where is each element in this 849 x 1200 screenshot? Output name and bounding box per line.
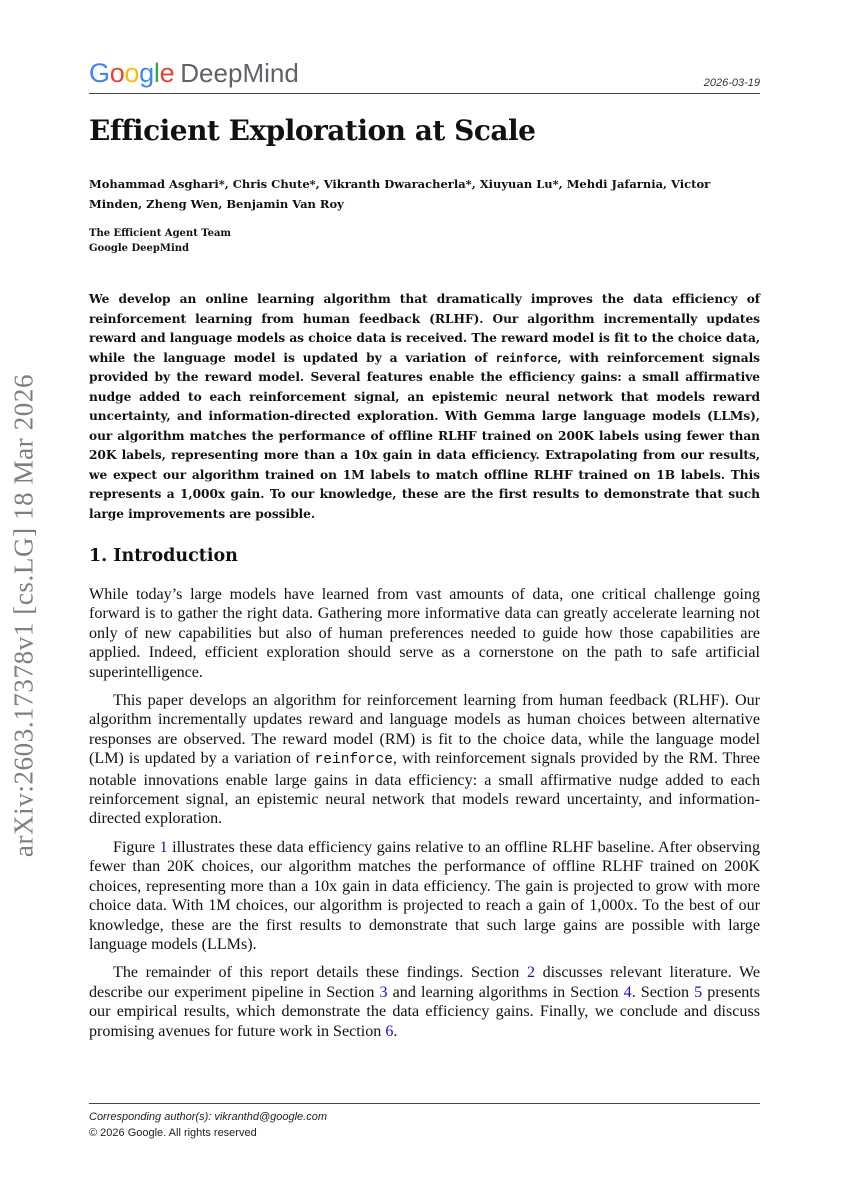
paragraph-2-text-b: , with reinforcement signals provided by the RM. Three notable innovations enable large gains in data efficiency: a small affirmative nudge added to each reinforcement signal, an epistemic neural network that models reward uncertainty, and information-directed exploration. [89, 750, 761, 828]
section-title: Introduction [113, 546, 238, 566]
section-3-link[interactable]: 3 [379, 983, 388, 1001]
abstract [89, 290, 760, 524]
paper-title: Efficient Exploration at Scale [89, 114, 536, 147]
paragraph-4-text-c: and learning algorithms in Section [387, 983, 624, 1001]
corresponding-author: Corresponding author(s): vikranthd@google.com [89, 1111, 328, 1123]
abstract-text-1: We develop an online learning algorithm that dramatically improves the data efficiency of reinforcement learning from human feedback (RLHF). Our algorithm incrementally updates reward and language models as choice data is received. The reward model is fit to the choice data, while the language model is updated by a variation of [89, 292, 760, 365]
paragraph-3-text-a: Figure [113, 838, 160, 856]
footer-rule [89, 1103, 760, 1104]
author-list: Mohammad Asghari*, Chris Chute*, Vikranth Dwaracherla*, Xiuyuan Lu*, Mehdi Jafarnia, Victor Minden, Zheng Wen, Benjamin Van Roy [89, 177, 711, 211]
copyright-notice: © 2026 Google. All rights reserved [89, 1127, 257, 1139]
arxiv-stamp: arXiv:2603.17378v1 [cs.LG] 18 Mar 2026 [8, 373, 39, 858]
paragraph-4-text-f: . [393, 1022, 398, 1040]
introduction-body [89, 585, 760, 1050]
section-6-link[interactable]: 6 [385, 1022, 394, 1040]
abstract-text-2: , with reinforcement signals provided by the reward model. Several features enable the efficiency gains: a small affirmative nudge added to each reinforcement signal, an epistemic neural network that models reward uncertainty, and information-directed exploration. With Gemma large language models (LLMs), our algorithm matches the performance of offline RLHF trained on 200K labels using fewer than 20K labels, representing more than a 10x gain in data efficiency. Extrapolating from our results, we expect our algorithm trained on 1M labels to match offline RLHF trained on 1B labels. This represents a 1,000x gain. To our knowledge, these are the first results to demonstrate that such large improvements are possible. [89, 350, 760, 521]
footer [89, 1109, 327, 1141]
affiliation-team: The Efficient Agent Team [89, 228, 232, 239]
paragraph-1: While today’s large models have learned from vast amounts of data, one critical challenge going forward is to gather the right data. Gathering more informative data can greatly accelerate learning not only of new capabilities but also of human preferences needed to guide how those capabilities are applied. Indeed, efficient exploration should serve as a cornerstone on the path to safe artificial superintelligence. [89, 586, 760, 681]
paragraph-4 [89, 963, 760, 1041]
paragraph-4-text-b: discusses relevant literature. We describe our experiment pipeline in Section [89, 964, 760, 1001]
paragraph-3 [89, 838, 760, 954]
logo-letter-0: G [89, 58, 110, 88]
paragraph-2-code-reinforce: reinforce [314, 752, 393, 769]
section-number: 1. [89, 546, 108, 566]
paragraph-4-text-a: The remainder of this report details these findings. Section [113, 964, 527, 982]
logo-letter-1: o [109, 58, 125, 88]
google-deepmind-logo [89, 58, 299, 88]
google-wordmark [89, 58, 174, 89]
paragraph-3-text-b: illustrates these data efficiency gains relative to an offline RLHF baseline. After observing fewer than 20K choices, our algorithm matches the performance of offline RLHF trained on 200K choices, representing more than a 10x gain in data efficiency. The gain is projected to grow with more choice data. With 1M choices, our algorithm is projected to reach a gain of 1,000x. To the best of our knowledge, these are the first results to demonstrate that such large gains are possible with large language models (LLMs). [89, 838, 760, 953]
figure-1-link[interactable]: 1 [159, 838, 168, 856]
logo-letter-4: l [153, 58, 160, 88]
section-2-link[interactable]: 2 [526, 964, 535, 982]
paragraph-4-text-e: presents our empirical results, which demonstrate the data efficiency gains. Finally, we conclude and discuss promising avenues for future work in Section [89, 983, 760, 1040]
section-4-link[interactable]: 4 [623, 983, 632, 1001]
paragraph-2-text-a: This paper develops an algorithm for reinforcement learning from human feedback (RLHF). Our algorithm incrementally updates reward and language models as human choices between alternative responses are observed. The reward model (RM) is fit to the choice data, while the language model (LM) is updated by a variation of [89, 692, 760, 768]
logo-letter-5: e [159, 58, 175, 88]
logo-letter-2: o [124, 58, 140, 88]
section-5-link[interactable]: 5 [694, 983, 703, 1001]
logo-letter-3: g [139, 58, 154, 88]
header-date: 2026-03-19 [703, 77, 760, 89]
affiliation [89, 227, 231, 256]
abstract-code-reinforce: reinforce [495, 350, 558, 365]
deepmind-wordmark: DeepMind [180, 58, 299, 88]
paragraph-4-text-d: . Section [631, 983, 695, 1001]
section-heading-introduction [89, 546, 238, 566]
header-rule [89, 93, 760, 94]
paragraph-2 [89, 691, 760, 829]
affiliation-org: Google DeepMind [89, 242, 190, 254]
